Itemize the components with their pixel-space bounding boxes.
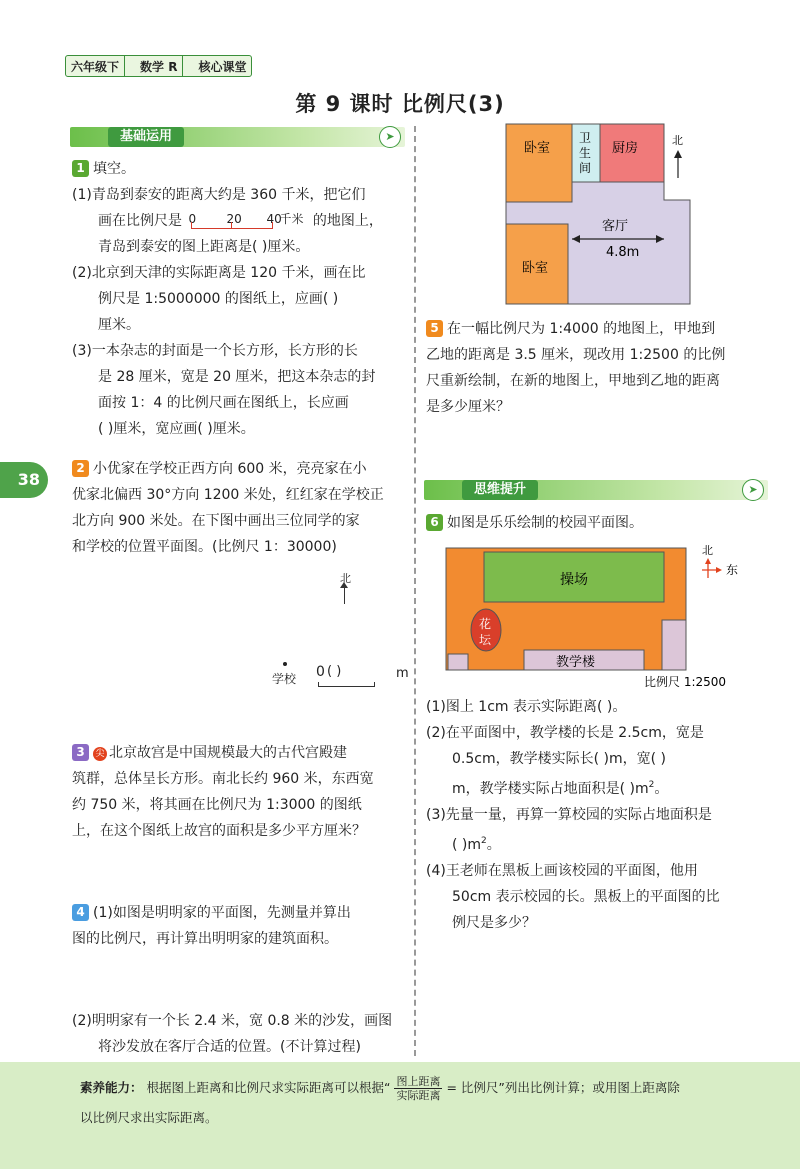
text: 将沙发放在客厅合适的位置。(不计算过程) [98,1039,361,1055]
bathroom-label-2: 生 [579,146,592,160]
q6-part1: (1)图上 1cm 表示实际距离( )。 [426,699,627,715]
arrow-head-icon [716,567,722,573]
text: (1)如图是明明家的平面图，先测量并算出 [93,905,351,921]
scale-unit: 千米 [279,212,304,226]
text: 图的比例尺，再计算出明明家的建筑面积。 [72,931,338,947]
paper-plane-icon: ➤ [742,479,764,501]
text: 。 [486,837,501,853]
q6-part3-line1: (3)先量一量，再算一算校园的实际占地面积是 [426,807,712,823]
question-6 [426,510,776,536]
school-dot [283,662,287,666]
fraction-denominator: 实际距离 [396,1089,441,1102]
q6-part2-line1: (2)在平面图中，教学楼的长是 2.5cm，宽是 [426,725,704,741]
campus-scale-label: 比例尺 1:2500 [644,675,727,689]
q1-part2-line1: (2)北京到天津的实际距离是 120 千米，画在比 [72,265,366,281]
section-label-thinking: 思维提升 [462,480,538,500]
text: 尺重新绘制，在新的地图上，甲地到乙地的距离 [426,373,720,389]
question-number: 2 [72,460,89,477]
question-number: 4 [72,904,89,921]
divider [182,56,193,76]
scale-label: 40 [266,212,282,226]
blank-scale-bar [318,682,375,687]
text: 上，在这个图纸上故宫的面积是多少平方厘米？ [72,823,366,839]
scale-unit: m [396,666,409,681]
building-shape [662,620,686,670]
superscript: 2 [481,836,487,846]
text: ( )m [452,837,482,853]
section-label-basic: 基础运用 [108,127,184,147]
text: 筑群，总体呈长方形。南北长约 960 米，东西宽 [72,771,374,787]
page-number-tab: 38 [0,462,48,498]
superscript: 2 [648,780,655,790]
floor-plan [500,122,720,308]
q1-part1-line1: (1)青岛到泰安的距离大约是 360 千米，把它们 [72,187,366,203]
question-5 [426,316,776,420]
arrow-head-icon [340,582,348,588]
q1-part3-line2: 是 28 厘米，宽是 20 厘米，把这本杂志的封 [98,369,376,385]
scale-bar-line [191,222,273,229]
bathroom-label-1: 卫 [579,131,592,145]
arrow-head-icon [674,150,682,158]
text: 小优家在学校正西方向 600 米，亮亮家在小 [93,461,367,477]
north-label: 北 [672,134,683,147]
building-shape [448,654,468,670]
q6-part4-line3: 例尺是多少？ [452,915,536,931]
paper-plane-icon: ➤ [379,126,401,148]
footer-label: 素养能力： [80,1080,143,1095]
question-number: 6 [426,514,443,531]
q6-part3-line2 [426,828,776,858]
q1-part2-line3: 厘米。 [98,317,140,333]
q6-part4-line1: (4)王老师在黑板上画该校园的平面图，他用 [426,863,698,879]
question-number: 1 [72,160,89,177]
q1-part1-line2 [72,208,412,234]
scale-tick [231,222,232,229]
section-bar-thinking [424,480,768,500]
q1-part3-line4: ( )厘米，宽应画( )厘米。 [98,421,255,437]
page-title: 第 9 课时 比例尺(3) [295,92,505,116]
living-room-label: 客厅 [602,219,629,234]
question-4 [72,900,412,952]
q1-part1-line3: 青岛到泰安的图上距离是( )厘米。 [98,239,310,255]
q6-part4-line2: 50cm 表示校园的长。黑板上的平面图的比 [452,889,720,905]
q6-part2-line3 [426,772,776,802]
text: (2)明明家有一个长 2.4 米，宽 0.8 米的沙发，画图 [72,1013,393,1029]
school-label: 学校 [272,672,297,686]
question-2 [72,456,412,560]
series-label: 核心课堂 [198,59,247,74]
challenge-star-icon: 尖 [93,747,107,761]
bathroom-label-3: 间 [579,161,592,175]
text: 北方向 900 米处。在下图中画出三位同学的家 [72,513,360,529]
text: 和学校的位置平面图。(比例尺 1：30000) [72,539,337,555]
text: 画在比例尺是 [98,213,182,229]
east-label: 东 [726,563,739,577]
text: 如图是乐乐绘制的校园平面图。 [447,515,643,531]
text: 优家北偏西 30°方向 1200 米处，红红家在学校正 [72,487,384,503]
scale-label: 0 [188,212,197,226]
text: 是多少厘米？ [426,399,510,415]
q1-part2-line2: 例尺是 1:5000000 的图纸上，应画( ) [98,291,339,307]
scale-zero: 0 [316,664,325,680]
question-number: 5 [426,320,443,337]
width-label: 4.8m [606,245,640,260]
flowerbed-label-1: 花 [479,617,492,631]
bedroom-2-label: 卧室 [522,261,549,276]
fraction-numerator: 图上距离 [396,1075,441,1088]
question-6-parts [426,694,776,936]
playground-label: 操场 [560,572,588,588]
arrow-head-icon [705,558,711,564]
q1-part3-line1: (3)一本杂志的封面是一个长方形，长方形的长 [72,343,358,359]
text: 根据图上距离和比例尺求实际距离可以根据“ [146,1080,391,1095]
question-title: 填空。 [93,161,135,177]
scale-label: 20 [226,212,242,226]
section-bar-basic [70,127,405,147]
scale-blank: ( ) [327,664,342,679]
question-3 [72,740,412,844]
north-label: 北 [340,572,351,585]
line-scale-bar [186,210,308,232]
q6-part2-line2: 0.5cm，教学楼实际长( )m，宽( ) [452,751,666,767]
column-divider [414,126,416,1056]
bedroom-1-shape [506,124,572,202]
question-4-part2 [72,1008,417,1060]
text: 约 750 米，将其画在比例尺为 1:3000 的图纸 [72,797,362,813]
bedroom-1-label: 卧室 [524,141,551,156]
question-1 [72,156,412,442]
north-arrow-icon [344,586,345,604]
subject-label: 数学 R [140,59,178,74]
north-label: 北 [702,544,713,557]
fraction [394,1075,442,1102]
text: m，教学楼实际占地面积是( )m [452,781,649,797]
flowerbed-label-2: 坛 [479,633,492,647]
text: 的地图上， [312,213,383,229]
question-number: 3 [72,744,89,761]
text: = 比例尺”列出比例计算；或用图上距离除 [446,1080,680,1095]
footer-note [80,1073,770,1133]
q1-part3-line3: 面按 1：4 的比例尺画在图纸上，长应画 [98,395,349,411]
text: 。 [654,781,669,797]
campus-plan [444,540,750,690]
text: 北京故宫是中国规模最大的古代宫殿建 [109,745,347,761]
divider [124,56,135,76]
teaching-building-label: 教学楼 [556,655,596,670]
text: 以比例尺求出实际距离。 [80,1110,218,1125]
text: 在一幅比例尺为 1:4000 的地图上，甲地到 [447,321,716,337]
grade-label: 六年级下 [71,59,120,74]
kitchen-label: 厨房 [612,141,639,156]
header-tag [65,55,252,77]
text: 乙地的距离是 3.5 厘米，现改用 1:2500 的比例 [426,347,726,363]
